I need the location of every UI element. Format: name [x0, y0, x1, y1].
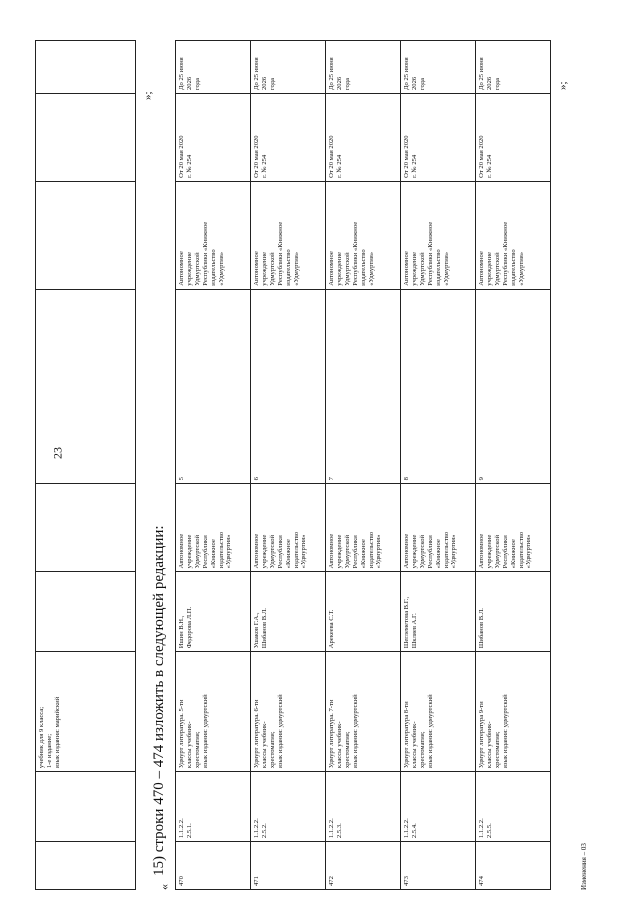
close-quote-1: »; — [142, 91, 154, 100]
row-number-cell: 473 — [401, 842, 476, 890]
title-cell: Удмурт литература 9-ти классы учебник- хрестоматия; язык издания: удмуртский — [476, 652, 551, 772]
order-cell: От 20 мая 2020 г. № 254 — [476, 94, 551, 182]
class-cell: 8 — [401, 289, 476, 484]
owner-cell: Автономное учреждение Удмуртской Республики «Книжное издательство «Удмуртия» — [326, 181, 401, 289]
table-row — [401, 41, 476, 890]
until-cell: До 25 июня 2026 года — [401, 41, 476, 94]
code-cell: 1.1.2.2. 2.5.2. — [251, 772, 326, 842]
authors-cell: Ишин В.Н., Федорова Л.П. — [176, 572, 251, 652]
order-cell: От 20 мая 2020 г. № 254 — [326, 94, 401, 182]
until-cell: До 25 июня 2026 года — [176, 41, 251, 94]
title-cell: Удмурт литература. 7-ти классы учебник- хрестоматия; язык издания: удмуртский — [326, 652, 401, 772]
code-cell: 1.1.2.2. 2.5.3. — [326, 772, 401, 842]
owner-cell: Автономное учреждение Удмуртской Республики «Книжное издательство «Удмуртия» — [401, 181, 476, 289]
authors-cell: Шибанов В.Л. — [476, 572, 551, 652]
title-cell: Удмурт литература. 5-ти классы учебник- хрестоматия; язык издания: удмуртский — [176, 652, 251, 772]
row-number-cell: 474 — [476, 842, 551, 890]
order-cell: От 20 мая 2020 г. № 254 — [251, 94, 326, 182]
publisher-cell: Автономное учреждение Удмуртской Республики «Книжное издательство «Удмуртия» — [476, 484, 551, 572]
section-heading: 15) строки 470 – 474 изложить в следующей редакции: — [151, 525, 167, 876]
class-cell: 5 — [176, 289, 251, 484]
class-cell: 7 — [326, 289, 401, 484]
publisher-cell: Автономное учреждение Удмуртской Республики «Книжное издательство «Удмуртия» — [176, 484, 251, 572]
owner-cell: Автономное учреждение Удмуртской Республики «Книжное издательство «Удмуртия» — [176, 181, 251, 289]
until-cell: До 25 июня 2026 года — [251, 41, 326, 94]
open-quote: « — [157, 884, 171, 890]
authors-cell: Шеглеметова В.Г., Шкляев А.Г. — [401, 572, 476, 652]
row-number-cell: 471 — [251, 842, 326, 890]
owner-cell: Автономное учреждение Удмуртской Республики «Книжное издательство «Удмуртия» — [476, 181, 551, 289]
table-row — [476, 41, 551, 890]
title-cell: Удмурт литература. 6-ти классы учебник- хрестоматия; язык издания: удмуртский — [251, 652, 326, 772]
publisher-cell: Автономное учреждение Удмуртской Республики «Книжное издательство «Удмуртия» — [326, 484, 401, 572]
main-table — [175, 40, 551, 890]
top-fragment-table — [35, 40, 136, 890]
code-cell: 1.1.2.2. 2.5.1. — [176, 772, 251, 842]
table-row — [326, 41, 401, 890]
row-number-cell: 472 — [326, 842, 401, 890]
fragment-line-3: язык издания: марийский — [53, 696, 61, 769]
fragment-row — [36, 41, 136, 890]
footer-revision: Изменения – 03 — [580, 843, 588, 890]
row-number-cell: 470 — [176, 842, 251, 890]
rotated-page-content — [35, 30, 588, 890]
table-row — [251, 41, 326, 890]
publisher-cell: Автономное учреждение Удмуртской Республики «Книжное издательство «Удмуртия» — [401, 484, 476, 572]
until-cell: До 25 июня 2026 года — [326, 41, 401, 94]
fragment-text-cell — [36, 652, 136, 772]
authors-cell: Арекеева С.Т. — [326, 572, 401, 652]
authors-cell: Ушаков Г.А., Шибанов В.Л. — [251, 572, 326, 652]
publisher-cell: Автономное учреждение Удмуртской Республики «Книжное издательство «Удмуртия» — [251, 484, 326, 572]
owner-cell: Автономное учреждение Удмуртской Республики «Книжное издательство «Удмуртия» — [251, 181, 326, 289]
class-cell: 6 — [251, 289, 326, 484]
code-cell: 1.1.2.2. 2.5.5. — [476, 772, 551, 842]
fragment-line-1: учебник для 9 класса; — [38, 706, 45, 769]
fragment-line-2: 1-е издание; — [45, 733, 53, 769]
close-quote-2: »; — [557, 81, 569, 90]
table-row — [176, 41, 251, 890]
until-cell: До 25 июня 2026 года — [476, 41, 551, 94]
page-number: 23 — [50, 447, 65, 459]
order-cell: От 20 мая 2020 г. № 254 — [176, 94, 251, 182]
class-cell: 9 — [476, 289, 551, 484]
code-cell: 1.1.2.2. 2.5.4. — [401, 772, 476, 842]
title-cell: Удмурт литература 8-ти классы учебник- хрестоматия; язык издания: удмуртский — [401, 652, 476, 772]
order-cell: От 20 мая 2020 г. № 254 — [401, 94, 476, 182]
